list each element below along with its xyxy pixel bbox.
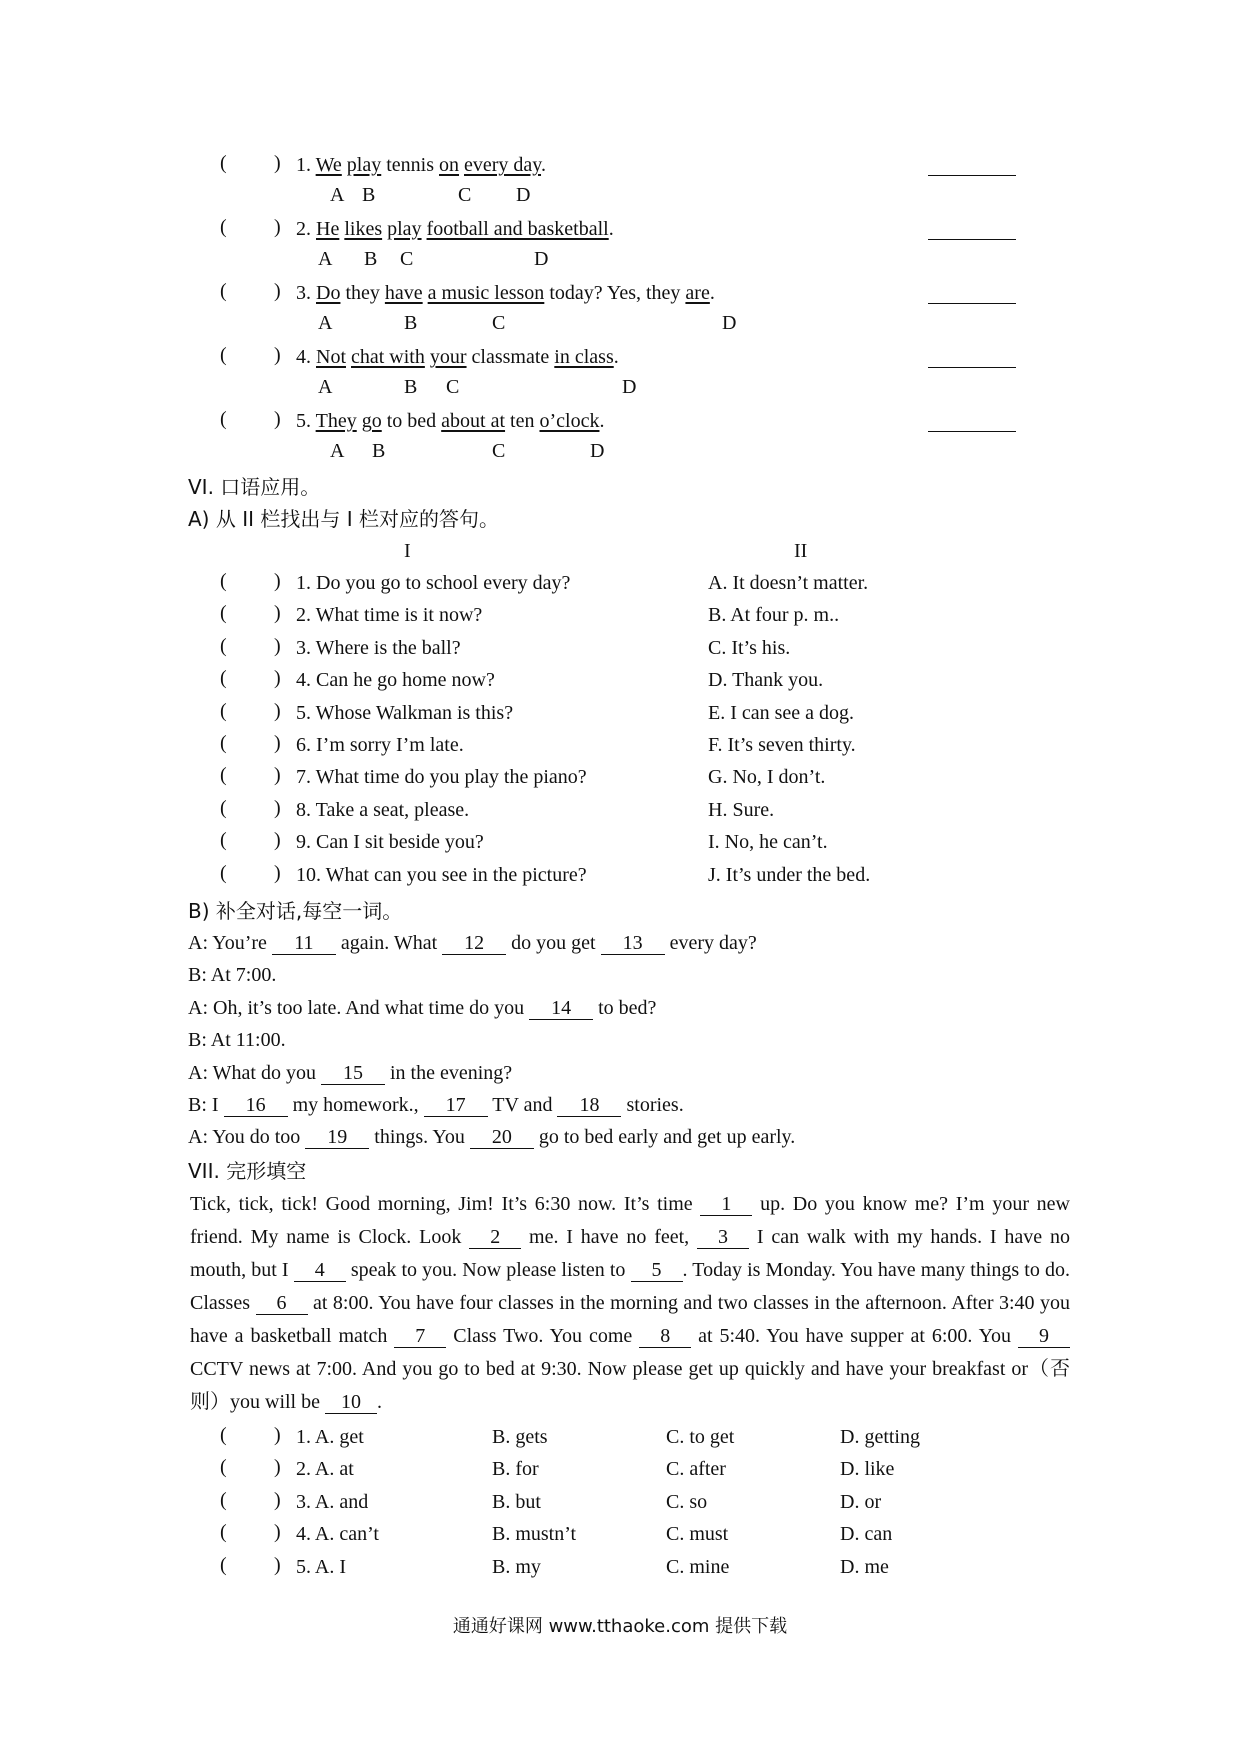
- answer-paren-open[interactable]: (: [220, 861, 227, 884]
- letter-a: A: [318, 312, 333, 334]
- letter-b: B: [362, 184, 376, 206]
- passage-text: me. I have no feet,: [521, 1226, 698, 1248]
- error-question-3: [296, 280, 715, 306]
- answer-paren-close: ): [274, 764, 281, 787]
- page-footer: 通通好课网 www.tthaoke.com 提供下载: [452, 1616, 788, 1637]
- option-c: C. to get: [666, 1426, 735, 1448]
- dialogue-text: again. What: [335, 932, 443, 954]
- option-b: B. gets: [492, 1426, 548, 1448]
- question-number: 1.: [296, 154, 316, 176]
- error-question-2: [296, 216, 614, 242]
- fill-blank[interactable]: 19: [305, 1126, 369, 1149]
- sentence-text: ten: [505, 410, 540, 432]
- letter-c: C: [446, 376, 460, 398]
- letter-d: D: [722, 312, 737, 334]
- sentence-text: .: [541, 154, 547, 176]
- cloze-passage: [190, 1188, 1070, 1419]
- fill-blank[interactable]: 17: [424, 1094, 488, 1117]
- section-heading-vii: VII. 完形填空: [188, 1159, 307, 1183]
- matching-answer: D. Thank you.: [708, 669, 824, 692]
- answer-paren-close: ): [274, 1488, 281, 1511]
- underlined-segment: Do: [316, 282, 341, 304]
- underlined-segment: football and basketball: [426, 218, 609, 240]
- matching-question: 5. Whose Walkman is this?: [296, 701, 514, 724]
- answer-paren-open[interactable]: (: [220, 1553, 227, 1576]
- underlined-segment: go: [361, 410, 382, 432]
- passage-text: up. Do you know me? I’m your new friend. My name is Clock. Look: [190, 1193, 1070, 1248]
- answer-paren-close: ): [274, 1424, 281, 1446]
- subsection-a-instruction: A) 从 II 栏找出与 I 栏对应的答句。: [188, 507, 499, 531]
- answer-paren-close: ): [274, 732, 281, 754]
- answer-paren-open[interactable]: (: [220, 1456, 227, 1479]
- option-a: 2. A. at: [296, 1458, 354, 1481]
- fill-blank[interactable]: 11: [272, 932, 336, 955]
- passage-text: speak to you. Now please listen to: [345, 1259, 631, 1281]
- matching-answer: A. It doesn’t matter.: [708, 572, 869, 594]
- underlined-segment: in class: [554, 346, 614, 368]
- dialogue-text: A: What do you: [188, 1061, 321, 1084]
- cloze-blank[interactable]: 6: [256, 1292, 308, 1315]
- option-d: D. like: [840, 1458, 895, 1481]
- option-b: B. mustn’t: [492, 1523, 577, 1546]
- answer-paren-close: ): [274, 699, 281, 722]
- matching-question: 2. What time is it now?: [296, 604, 483, 627]
- sentence-text: .: [709, 282, 715, 304]
- letter-a: A: [330, 440, 345, 462]
- sentence-text: tennis: [381, 154, 440, 176]
- passage-text: . Today is Monday. You have many things to do. Classes: [190, 1259, 1070, 1314]
- answer-paren-close: ): [274, 216, 281, 238]
- answer-paren-open: (: [220, 152, 227, 174]
- fill-blank[interactable]: 14: [529, 997, 593, 1020]
- option-c: C. so: [666, 1490, 708, 1513]
- dialogue-text: B: I: [188, 1094, 224, 1116]
- cloze-blank[interactable]: 7: [394, 1325, 446, 1348]
- matching-question: 1. Do you go to school every day?: [296, 572, 571, 594]
- dialogue-text: do you get: [506, 932, 601, 954]
- dialogue-text: stories.: [621, 1094, 684, 1116]
- dialogue-text: B: At 7:00.: [188, 964, 277, 987]
- passage-text: at 5:40. You have supper at 6:00. You: [691, 1325, 1018, 1347]
- answer-paren-close: ): [274, 280, 281, 302]
- matching-question: 8. Take a seat, please.: [296, 798, 470, 821]
- passage-text: I can walk with my hands. I have no mouth, but I: [190, 1226, 1070, 1281]
- passage-text: .: [377, 1391, 382, 1413]
- answer-paren-open[interactable]: (: [220, 699, 227, 722]
- answer-paren-open[interactable]: (: [220, 829, 227, 852]
- answer-paren-close: ): [274, 1521, 281, 1544]
- answer-paren-open: (: [220, 344, 227, 366]
- answer-paren-close: ): [274, 344, 281, 366]
- cloze-blank[interactable]: 8: [639, 1325, 691, 1348]
- fill-blank[interactable]: 13: [601, 932, 665, 955]
- underlined-segment: a music lesson: [427, 282, 545, 304]
- option-d: D. me: [840, 1555, 889, 1578]
- sentence-text: .: [608, 218, 614, 240]
- underlined-segment: every day: [464, 154, 542, 176]
- letter-c: C: [458, 184, 472, 206]
- underlined-segment: play: [346, 154, 382, 176]
- error-question-1: [296, 152, 546, 178]
- underlined-segment: are: [685, 282, 710, 304]
- dialogue-text: every day?: [664, 932, 757, 954]
- matching-answer: H. Sure.: [708, 798, 775, 821]
- passage-text: Class Two. You come: [446, 1325, 640, 1347]
- cloze-blank[interactable]: 10: [325, 1391, 377, 1414]
- option-b: B. my: [492, 1555, 541, 1578]
- answer-paren-open: (: [220, 280, 227, 302]
- underlined-segment: your: [429, 346, 467, 368]
- correction-blank-5[interactable]: [928, 431, 1016, 432]
- correction-blank-2[interactable]: [928, 239, 1016, 240]
- matching-question: 10. What can you see in the picture?: [296, 863, 587, 886]
- answer-paren-close: ): [274, 1553, 281, 1576]
- dialogue-line: [188, 962, 276, 988]
- dialogue-text: A: Oh, it’s too late. And what time do you: [188, 996, 530, 1019]
- passage-text: CCTV news at 7:00. And you go to bed at 9:30. Now please get up quickly and have your breakfast or（否则）you will be: [190, 1358, 1070, 1413]
- column-header-ii: II: [794, 540, 808, 562]
- option-b: B. but: [492, 1490, 541, 1513]
- letter-d: D: [534, 248, 549, 270]
- sentence-text: classmate: [466, 346, 555, 368]
- option-a: 3. A. and: [296, 1490, 369, 1513]
- dialogue-text: B: At 11:00.: [188, 1029, 286, 1052]
- letter-d: D: [622, 376, 637, 398]
- underlined-segment: o’clock: [539, 410, 600, 432]
- passage-text: at 8:00. You have four classes in the morning and two classes in the afternoon. After 3:40 you have a basketball match: [190, 1292, 1071, 1347]
- answer-paren-open[interactable]: (: [220, 1521, 227, 1544]
- cloze-blank[interactable]: 1: [700, 1193, 752, 1216]
- answer-paren-open[interactable]: (: [220, 667, 227, 690]
- answer-paren-close: ): [274, 667, 281, 690]
- column-header-i: I: [404, 540, 411, 562]
- underlined-segment: about at: [441, 410, 506, 432]
- answer-paren-close: ): [274, 602, 281, 625]
- letter-d: D: [590, 440, 605, 462]
- letter-a: A: [318, 248, 333, 270]
- option-a: 5. A. I: [296, 1555, 346, 1578]
- answer-paren-open[interactable]: (: [220, 602, 227, 625]
- matching-answer: C. It’s his.: [708, 636, 791, 659]
- sentence-text: .: [599, 410, 605, 432]
- sentence-text: today? Yes, they: [544, 282, 686, 304]
- matching-question: 4. Can he go home now?: [296, 669, 495, 692]
- dialogue-text: TV and: [487, 1094, 558, 1116]
- letter-b: B: [404, 312, 418, 334]
- subsection-b-instruction: B) 补全对话,每空一词。: [188, 899, 403, 923]
- letter-b: B: [364, 248, 378, 270]
- matching-answer: B. At four p. m..: [708, 604, 840, 627]
- answer-paren-open[interactable]: (: [220, 570, 227, 592]
- dialogue-line: [188, 1092, 684, 1118]
- dialogue-line: [188, 995, 656, 1021]
- fill-blank[interactable]: 16: [224, 1094, 288, 1117]
- letter-c: C: [492, 440, 506, 462]
- matching-question: 9. Can I sit beside you?: [296, 831, 484, 854]
- fill-blank[interactable]: 15: [321, 1062, 385, 1085]
- dialogue-text: my homework.,: [287, 1094, 424, 1116]
- dialogue-line: [188, 1060, 512, 1086]
- cloze-blank[interactable]: 2: [469, 1226, 521, 1249]
- matching-question: 6. I’m sorry I’m late.: [296, 734, 464, 756]
- matching-question: 7. What time do you play the piano?: [296, 766, 587, 789]
- option-b: B. for: [492, 1458, 539, 1481]
- error-question-4: [296, 344, 619, 370]
- dialogue-text: A: You’re: [188, 932, 272, 954]
- option-d: D. can: [840, 1523, 893, 1546]
- question-number: 4.: [296, 346, 316, 368]
- option-c: C. mine: [666, 1555, 730, 1578]
- option-d: D. getting: [840, 1426, 920, 1448]
- matching-question: 3. Where is the ball?: [296, 636, 461, 659]
- letter-b: B: [372, 440, 386, 462]
- section-heading-vi: VI. 口语应用。: [188, 475, 321, 499]
- letter-a: A: [318, 376, 333, 398]
- matching-answer: G. No, I don’t.: [708, 766, 826, 789]
- matching-answer: I. No, he can’t.: [708, 831, 828, 854]
- question-number: 2.: [296, 218, 316, 240]
- answer-paren-close: ): [274, 570, 281, 592]
- underlined-segment: He: [316, 218, 340, 240]
- underlined-segment: chat with: [351, 346, 425, 368]
- sentence-text: they: [340, 282, 385, 304]
- correction-blank-1[interactable]: [928, 175, 1016, 176]
- fill-blank[interactable]: 18: [557, 1094, 621, 1117]
- dialogue-text: in the evening?: [384, 1061, 513, 1084]
- dialogue-text: things. You: [369, 1126, 470, 1149]
- answer-paren-open[interactable]: (: [220, 1488, 227, 1511]
- sentence-text: .: [613, 346, 619, 368]
- option-a: 4. A. can’t: [296, 1523, 379, 1546]
- underlined-segment: We: [315, 154, 342, 176]
- answer-paren-close: ): [274, 408, 281, 430]
- underlined-segment: Not: [316, 346, 346, 368]
- letter-a: A: [330, 184, 345, 206]
- dialogue-text: go to bed early and get up early.: [533, 1126, 796, 1149]
- answer-paren-close: ): [274, 634, 281, 657]
- cloze-blank[interactable]: 5: [631, 1259, 683, 1282]
- error-question-5: [296, 408, 604, 434]
- matching-answer: E. I can see a dog.: [708, 701, 855, 724]
- answer-paren-open: (: [220, 408, 227, 430]
- option-a: 1. A. get: [296, 1426, 364, 1448]
- passage-text: Tick, tick, tick! Good morning, Jim! It’s 6:30 now. It’s time: [190, 1193, 701, 1215]
- underlined-segment: play: [387, 218, 422, 240]
- correction-blank-3[interactable]: [928, 303, 1016, 304]
- letter-d: D: [516, 184, 531, 206]
- matching-answer: F. It’s seven thirty.: [708, 734, 856, 756]
- answer-paren-open[interactable]: (: [220, 764, 227, 787]
- question-number: 5.: [296, 410, 316, 432]
- answer-paren-close: ): [274, 1456, 281, 1479]
- letter-c: C: [492, 312, 506, 334]
- letter-c: C: [400, 248, 414, 270]
- underlined-segment: likes: [344, 218, 383, 240]
- dialogue-line: [188, 930, 757, 956]
- cloze-blank[interactable]: 4: [294, 1259, 346, 1282]
- letter-b: B: [404, 376, 418, 398]
- cloze-blank[interactable]: 9: [1018, 1325, 1070, 1348]
- option-c: C. must: [666, 1523, 729, 1546]
- answer-paren-open: (: [220, 216, 227, 238]
- underlined-segment: on: [439, 154, 460, 176]
- dialogue-text: A: You do too: [188, 1126, 306, 1149]
- dialogue-line: [188, 1027, 286, 1053]
- answer-paren-open[interactable]: (: [220, 634, 227, 657]
- fill-blank[interactable]: 12: [442, 932, 506, 955]
- answer-paren-open[interactable]: (: [220, 1424, 227, 1446]
- answer-paren-close: ): [274, 861, 281, 884]
- dialogue-text: to bed?: [593, 996, 657, 1019]
- correction-blank-4[interactable]: [928, 367, 1016, 368]
- dialogue-line: [188, 1124, 795, 1150]
- underlined-segment: They: [315, 410, 357, 432]
- fill-blank[interactable]: 20: [470, 1126, 534, 1149]
- option-d: D. or: [840, 1490, 882, 1513]
- cloze-blank[interactable]: 3: [697, 1226, 749, 1249]
- option-c: C. after: [666, 1458, 726, 1481]
- answer-paren-open[interactable]: (: [220, 732, 227, 754]
- answer-paren-close: ): [274, 152, 281, 174]
- underlined-segment: have: [384, 282, 423, 304]
- answer-paren-close: ): [274, 829, 281, 852]
- sentence-text: to bed: [381, 410, 442, 432]
- answer-paren-close: ): [274, 796, 281, 819]
- matching-answer: J. It’s under the bed.: [708, 863, 871, 886]
- question-number: 3.: [296, 282, 316, 304]
- answer-paren-open[interactable]: (: [220, 796, 227, 819]
